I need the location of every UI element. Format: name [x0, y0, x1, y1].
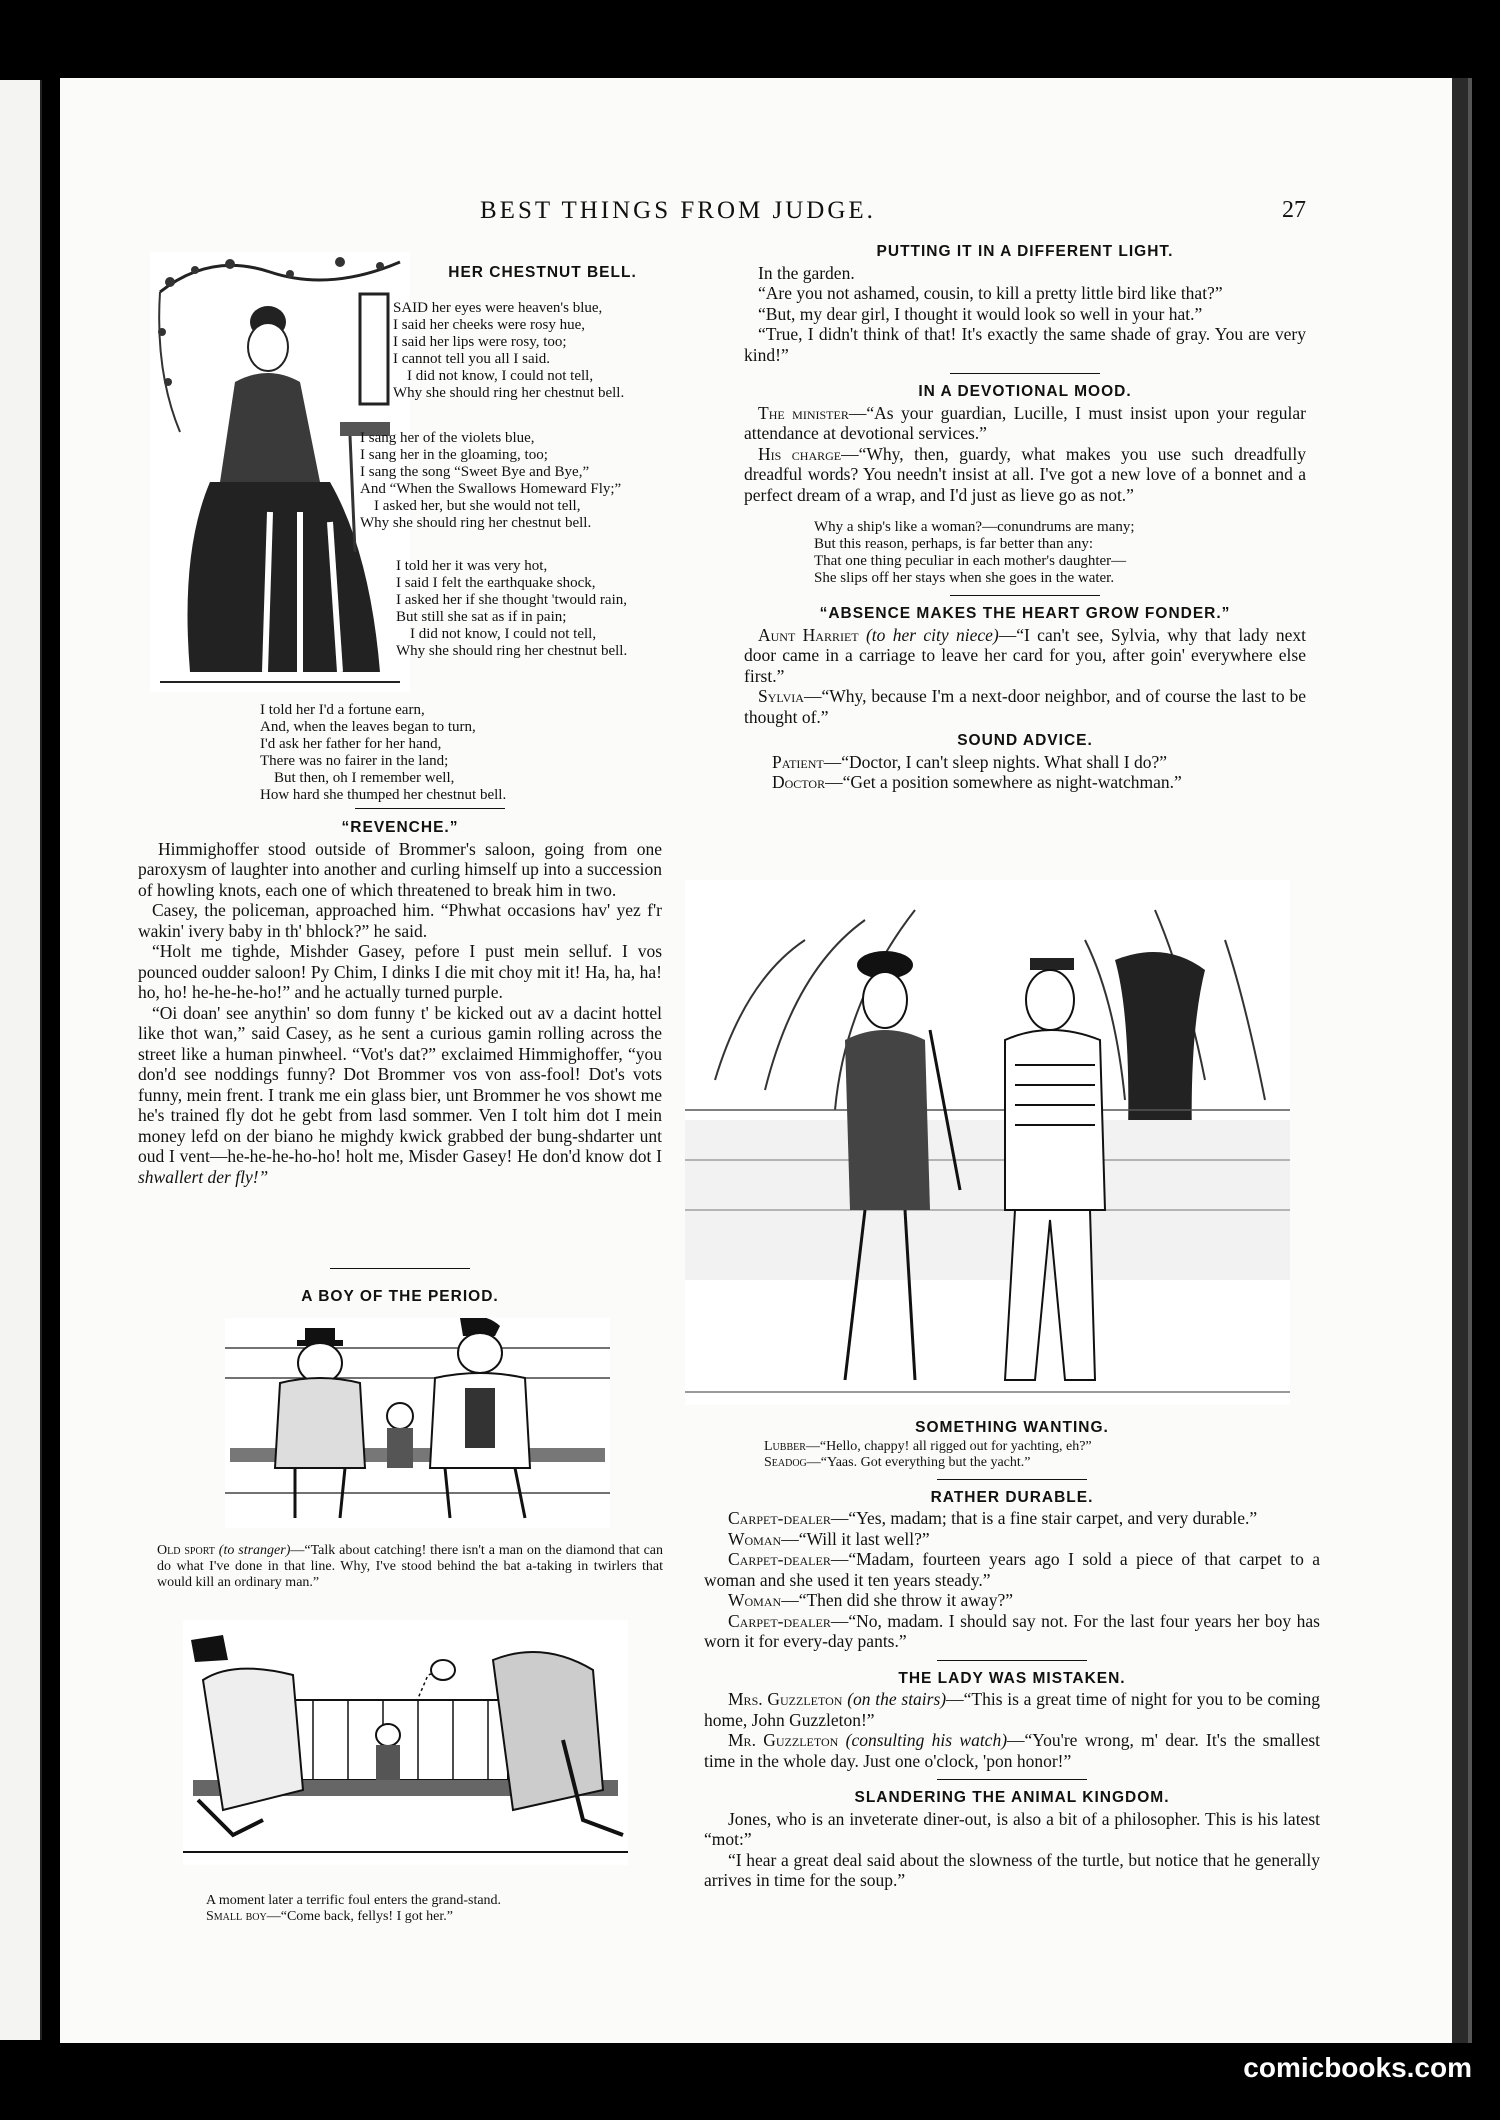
poem-line: I'd ask her father for her hand,: [260, 736, 442, 752]
absence-title: “ABSENCE MAKES THE HEART GROW FONDER.”: [819, 605, 1231, 622]
poem-line: I asked her if she thought 'twould rain,: [396, 592, 627, 608]
wanting-title: SOMETHING WANTING.: [915, 1419, 1109, 1436]
poem-line: I asked her, but she would not tell,: [374, 498, 581, 514]
speaker: Woman: [728, 1528, 782, 1549]
boy-title: A BOY OF THE PERIOD.: [301, 1288, 499, 1305]
revenche-paragraph: “Holt me tighde, Mishder Gasey, pefore I pust mein selluf. I vos pounced oudder saloon! Py Chim, I dinks I die mit choy mit it! Ha, ha, ha! ho, ho! he-he-he-ho!” and he actually turned purple.: [138, 941, 662, 1002]
chestnut-stanza-4: [260, 702, 506, 804]
sound-title: SOUND ADVICE.: [957, 732, 1093, 749]
dialogue-line: [764, 1439, 1320, 1455]
dialogue: —“Madam, fourteen years ago I sold a piece of that carpet to a woman and she used it ten years steady.”: [704, 1549, 1320, 1590]
speaker: Carpet-dealer: [728, 1508, 831, 1528]
right-column-bottom: [704, 1418, 1320, 1891]
stage-direction: (on the stairs): [847, 1689, 947, 1709]
light-paragraph: In the garden.: [758, 262, 855, 283]
devotional-paragraph: [744, 403, 1306, 444]
revenche-article: [138, 818, 662, 1187]
durable-paragraph: [704, 1508, 1320, 1529]
watermark-logo: comicbooks.com: [1243, 2052, 1472, 2083]
dialogue: —“You're wrong, m' dear. It's the smallest time in the whole day. Just one o'clock, 'pon honor!”: [704, 1730, 1321, 1771]
park-illustration: [685, 880, 1290, 1405]
poem-line: There was no fairer in the land;: [260, 753, 449, 769]
chestnut-stanza-3: [396, 558, 627, 660]
poem-line: Why she should ring her chestnut bell.: [360, 515, 592, 531]
speaker: Seadog: [764, 1454, 807, 1470]
stage-direction: (to her city niece): [865, 624, 999, 645]
boy-caption-2: [206, 1893, 646, 1925]
poem-line: And “When the Swallows Homeward Fly;”: [360, 481, 622, 497]
grandstand-illustration-2: [183, 1620, 628, 1865]
devotional-paragraph: [744, 444, 1306, 506]
slander-paragraph: Jones, who is an inveterate diner-out, is also a bit of a philosopher. This is his latest “mot:”: [704, 1808, 1320, 1849]
dialogue: —“Doctor, I can't sleep nights. What shall I do?”: [823, 751, 1168, 772]
speaker: Carpet-dealer: [728, 1549, 831, 1569]
speaker: Carpet-dealer: [728, 1610, 831, 1631]
dialogue: —“Why, then, guardy, what makes you use such dreadfully dreadful words? You needn't insist at all. I've got a new love of a bonnet and a perfect dream of a wrap, and I'd just as lieve go as not.”: [744, 443, 1306, 505]
poem-line: That one thing peculiar in each mother's daughter—: [814, 553, 1127, 569]
poem-line: I did not know, I could not tell,: [410, 626, 597, 642]
chestnut-poem: [355, 263, 700, 284]
chestnut-title: HER CHESTNUT BELL.: [448, 264, 637, 281]
speaker: Aunt Harriet: [758, 624, 859, 645]
sound-paragraph: [744, 772, 1306, 793]
page-number: 27: [1282, 197, 1306, 223]
dialogue: —“Get a position somewhere as night-watchman.”: [825, 772, 1182, 792]
speaker: Patient: [772, 751, 824, 772]
dialogue: —“Yaas. Got everything but the yacht.”: [806, 1454, 1031, 1470]
dialogue: —“I can't see, Sylvia, why that lady next door came in a carriage to leave her card for you, after goin' everywhere else first.”: [744, 624, 1306, 686]
poem-line: But then, oh I remember well,: [274, 770, 455, 786]
wanting-dialogue: [764, 1439, 1320, 1471]
poem-line: How hard she thumped her chestnut bell.: [260, 787, 507, 803]
stage-direction: (to stranger): [218, 1543, 291, 1558]
divider: [937, 1660, 1087, 1661]
revenche-paragraph: Himmighoffer stood outside of Brommer's saloon, going from one paroxysm of laughter into another and curling himself up into a succession of howling knots, each one of which threatened to break him in two.: [138, 838, 662, 900]
divider: [950, 595, 1100, 596]
caption-line: A moment later a terrific foul enters the grand-stand.: [206, 1893, 502, 1908]
poem-line: But still she sat as if in pain;: [396, 609, 567, 625]
dialogue-line: [764, 1455, 1320, 1471]
previous-page-edge: [0, 80, 42, 2040]
speaker: Doctor: [772, 772, 826, 792]
durable-title: RATHER DURABLE.: [930, 1488, 1094, 1506]
absence-paragraph: [744, 686, 1306, 727]
poem-line: I said her lips were rosy, too;: [393, 334, 567, 350]
right-column-top: [744, 242, 1306, 793]
divider: [330, 1268, 470, 1269]
caption-text: —“Talk about catching! there isn't a man on the diamond that can do what I've done in that line. Why, I've stood behind the bat a-taking in twirlers that would kill an ordinary man.”: [157, 1543, 663, 1590]
dialogue: —“Hello, chappy! all rigged out for yachting, eh?”: [805, 1438, 1092, 1454]
mistaken-paragraph: [704, 1689, 1320, 1730]
revenche-paragraph: Casey, the policeman, approached him. “Phwhat occasions hav' yez f'r wakin' ivery baby in th' bhlock?” he said.: [138, 900, 662, 941]
light-title: PUTTING IT IN A DIFFERENT LIGHT.: [876, 243, 1174, 260]
poem-line: Why she should ring her chestnut bell.: [393, 385, 625, 401]
divider: [937, 1779, 1087, 1780]
dialogue: —“Then did she throw it away?”: [781, 1590, 1013, 1610]
stage-direction: (consulting his watch): [845, 1730, 1008, 1750]
devotional-title: IN A DEVOTIONAL MOOD.: [918, 383, 1132, 400]
poem-line: I said her cheeks were rosy hue,: [393, 317, 586, 333]
chestnut-stanza-2: [360, 430, 621, 532]
boy-caption-1: [157, 1543, 663, 1591]
sound-paragraph: [744, 752, 1306, 773]
caption-text: —“Come back, fellys! I got her.”: [266, 1909, 453, 1924]
dialogue: —“Why, because I'm a next-door neighbor, and of course the last to be thought of.”: [744, 686, 1306, 727]
speaker: Lubber: [764, 1438, 806, 1454]
revenche-paragraph-text: “Oi doan' see anythin' so dom funny t' be kicked out av a dacint hottel like thot wan,” said Casey, as he sent a curious gamin rolling across the street like a human pinwheel. “Vot's dat?” exclaimed Himmighoffer, “you don'd see noddings funny? Dot Brommer vos von ass-fool! Dot's vots funny, mein frent. I trank me ein glass bier, unt Brommer he vos showt me he's trained fly dot he gebt from lasd sommer. Ven I tolt him dot I mein money lefd on der biano he mighdy kwick grabbed der bung-shdarter unt oud I vent—he-he-he-ho-ho! holt me, Misder Gasey! He don'd know dot I: [138, 1002, 662, 1166]
absence-paragraph: [744, 625, 1306, 687]
poem-line: She slips off her stays when she goes in the water.: [814, 570, 1115, 586]
poem-line: Why a ship's like a woman?—conundrums are many;: [814, 519, 1135, 535]
light-paragraph: “Are you not ashamed, cousin, to kill a pretty little bird like that?”: [758, 283, 1223, 303]
speaker: Small boy: [206, 1909, 267, 1924]
speaker: The minister: [758, 402, 849, 423]
poem-line: I sang the song “Sweet Bye and Bye,”: [360, 464, 590, 480]
divider: [937, 1479, 1087, 1480]
poem-line: I told her I'd a fortune earn,: [260, 702, 425, 718]
poem-line: SAID her eyes were heaven's blue,: [393, 300, 603, 316]
revenche-punchline: shwallert der fly!”: [138, 1166, 269, 1187]
poem-line: I cannot tell you all I said.: [393, 351, 551, 367]
speaker: His charge: [758, 443, 842, 464]
poem-line: I sang her of the violets blue,: [360, 430, 535, 446]
chestnut-stanza-1: [393, 300, 624, 402]
speaker: Mr. Guzzleton: [728, 1730, 839, 1750]
running-head-title: BEST THINGS FROM JUDGE.: [480, 197, 876, 224]
mistaken-title: THE LADY WAS MISTAKEN.: [898, 1669, 1126, 1687]
dialogue: —“No, madam. I should say not. For the last four years her boy has worn it for every-day pants.”: [704, 1610, 1320, 1651]
poem-line: And, when the leaves began to turn,: [260, 719, 476, 735]
speaker: Old sport: [157, 1543, 215, 1558]
poem-line: Why she should ring her chestnut bell.: [396, 643, 628, 659]
revenche-title: “REVENCHE.”: [341, 819, 459, 836]
speaker: Mrs. Guzzleton: [728, 1689, 843, 1709]
poem-line: I said I felt the earthquake shock,: [396, 575, 596, 591]
poem-line: I did not know, I could not tell,: [407, 368, 594, 384]
durable-paragraph: [704, 1611, 1320, 1652]
durable-paragraph: [704, 1529, 1320, 1550]
speaker: Woman: [728, 1590, 782, 1610]
durable-paragraph: [704, 1590, 1320, 1611]
speaker: Sylvia: [758, 686, 804, 706]
dialogue: —“Will it last well?”: [781, 1528, 930, 1549]
mistaken-paragraph: [704, 1730, 1320, 1771]
grandstand-illustration-1: [225, 1318, 610, 1528]
ship-poem: [814, 519, 1306, 587]
poem-line: But this reason, perhaps, is far better than any:: [814, 536, 1094, 552]
dialogue: —“As your guardian, Lucille, I must insist upon your regular attendance at devotional services.”: [744, 402, 1306, 443]
poem-line: I told her it was very hot,: [396, 558, 548, 574]
light-paragraph: “But, my dear girl, I thought it would look so well in your hat.”: [758, 303, 1203, 324]
durable-paragraph: [704, 1549, 1320, 1590]
light-paragraph: “True, I didn't think of that! It's exactly the same shade of gray. You are very kind!”: [744, 324, 1306, 365]
dialogue: —“This is a great time of night for you to be coming home, John Guzzleton!”: [704, 1689, 1321, 1730]
revenche-paragraph: [138, 1003, 662, 1188]
slander-title: SLANDERING THE ANIMAL KINGDOM.: [854, 1789, 1170, 1806]
divider: [950, 373, 1100, 374]
poem-line: I sang her in the gloaming, too;: [360, 447, 548, 463]
slander-paragraph: “I hear a great deal said about the slowness of the turtle, but notice that he generally arrives in time for the soup.”: [704, 1849, 1320, 1890]
divider: [355, 808, 505, 809]
dialogue: —“Yes, madam; that is a fine stair carpet, and very durable.”: [830, 1508, 1258, 1528]
